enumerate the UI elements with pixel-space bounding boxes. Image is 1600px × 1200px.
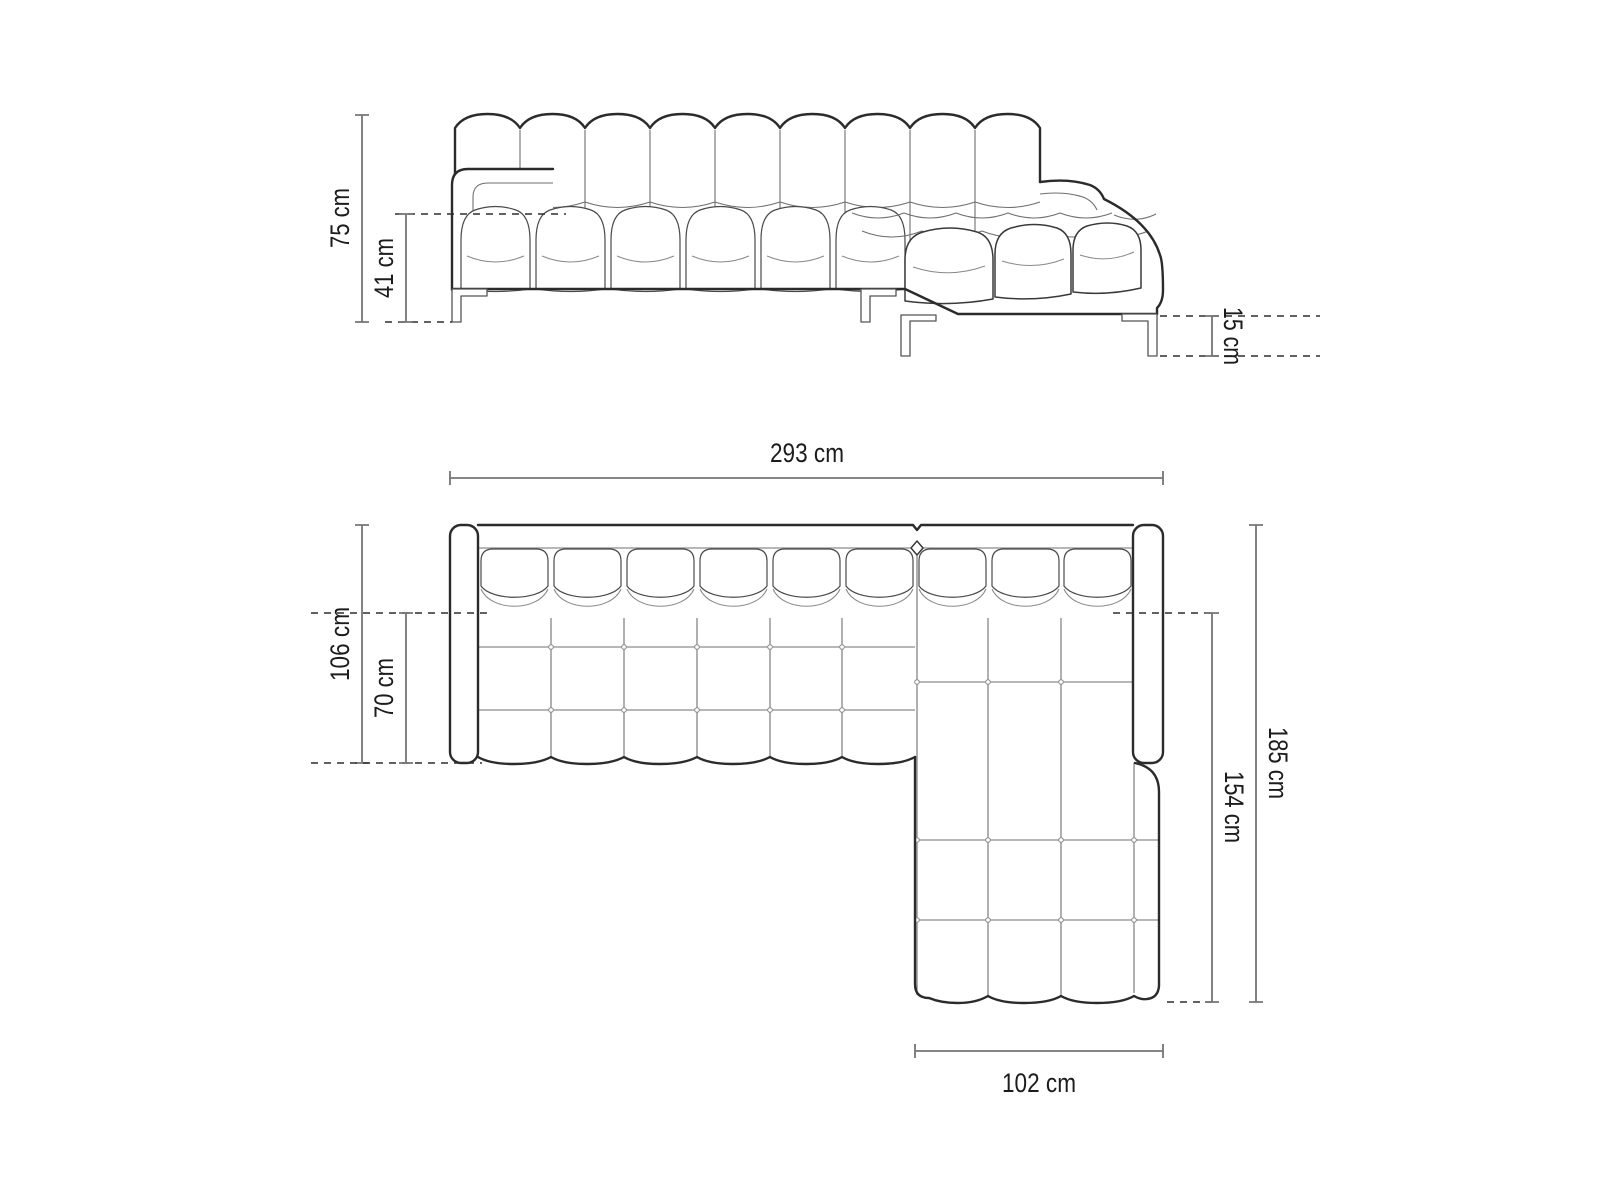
dim-chaise-width bbox=[915, 1044, 1163, 1098]
chaise-cushion-1 bbox=[905, 228, 993, 304]
dim-chaise-inner-length-label: 154 cm bbox=[1219, 771, 1249, 860]
right-armrest-plan bbox=[1133, 525, 1163, 763]
plan-top-edge bbox=[478, 525, 1133, 530]
dim-sofa-depth bbox=[325, 525, 369, 763]
dim-total-width bbox=[450, 438, 1163, 485]
back-cushions-plan bbox=[481, 549, 1131, 606]
plan-front-edge-scallops bbox=[478, 757, 915, 764]
left-armrest-plan bbox=[450, 525, 478, 763]
leg-chaise-right bbox=[1122, 314, 1157, 356]
leg-mid bbox=[861, 289, 896, 322]
dim-total-height-label: 75 cm bbox=[325, 174, 355, 248]
leg-chaise-left bbox=[901, 315, 936, 356]
dim-chaise-width-label: 102 cm bbox=[1002, 1068, 1076, 1098]
sofa-front-drawing bbox=[452, 114, 1163, 356]
front-view bbox=[325, 114, 1320, 381]
sofa-plan-drawing bbox=[450, 525, 1163, 1003]
dim-total-height bbox=[325, 115, 369, 322]
dim-seat-height-label: 41 cm bbox=[369, 224, 399, 298]
legs-front bbox=[452, 289, 1157, 356]
chaise-plan-outline bbox=[915, 757, 1159, 1003]
dim-sofa-depth-label: 106 cm bbox=[325, 592, 355, 681]
dim-seat-depth-label: 70 cm bbox=[369, 644, 399, 718]
top-view bbox=[311, 438, 1293, 1098]
plan-grid bbox=[478, 548, 1159, 995]
dim-total-depth-chaise-label: 185 cm bbox=[1263, 727, 1293, 816]
right-armrest-inner-line bbox=[1040, 193, 1097, 210]
dim-total-width-label: 293 cm bbox=[770, 438, 844, 468]
chaise-cushion-3 bbox=[1073, 223, 1141, 293]
dim-leg-height-label: 15 cm bbox=[1218, 307, 1248, 381]
leg-left bbox=[452, 289, 487, 322]
dim-leg-height bbox=[1160, 307, 1320, 381]
dim-total-depth-chaise bbox=[1249, 525, 1293, 1002]
chaise-cushion-2 bbox=[995, 225, 1071, 299]
